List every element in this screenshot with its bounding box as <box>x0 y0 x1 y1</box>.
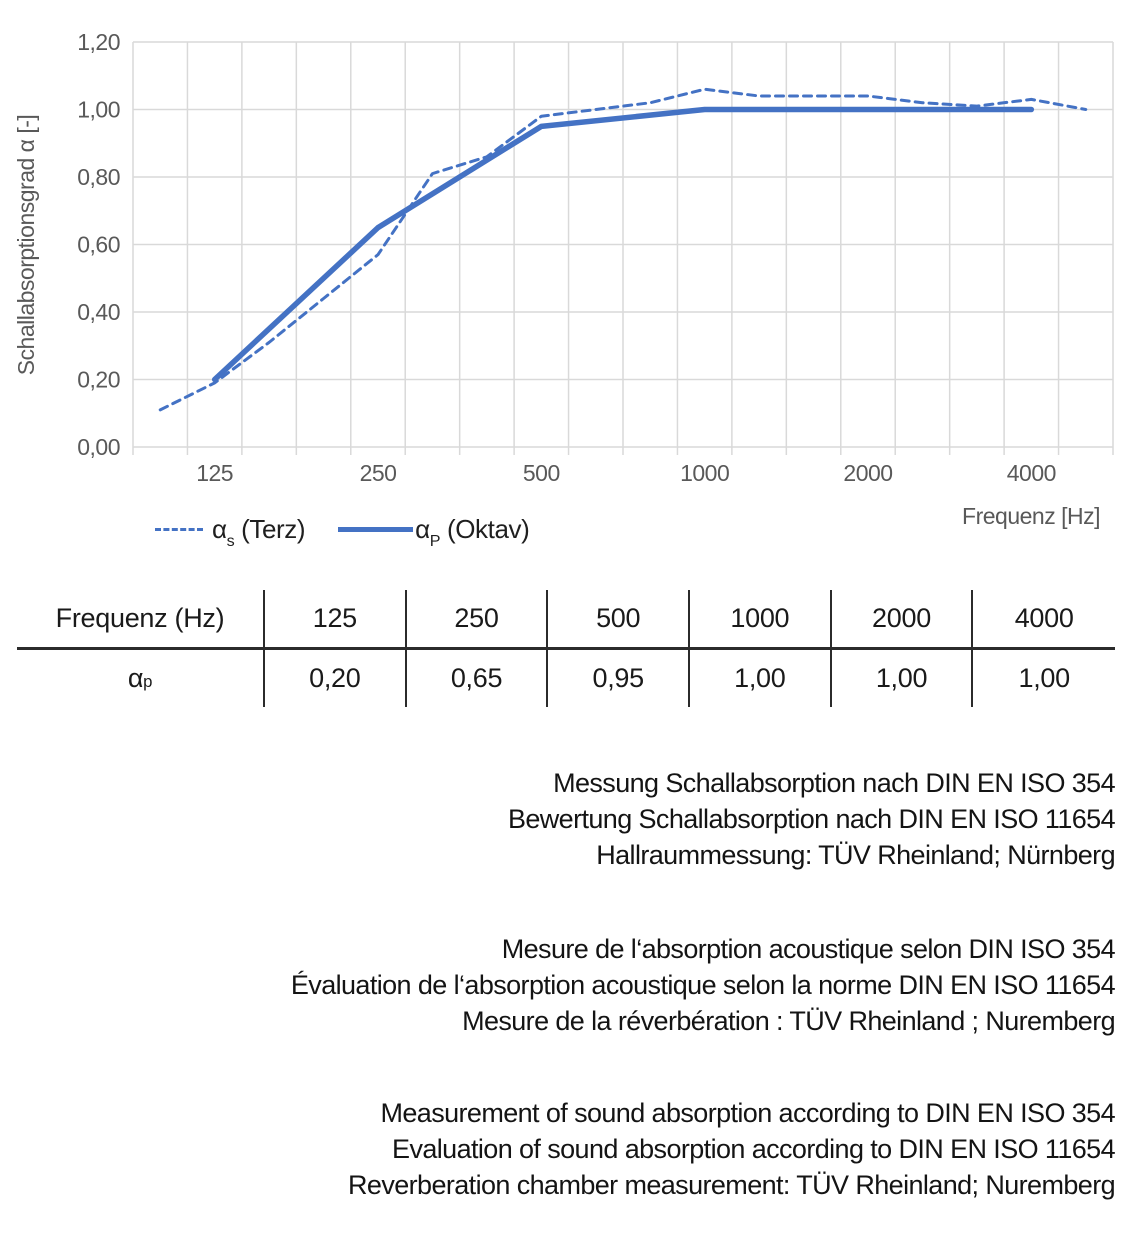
chart-legend <box>155 512 530 551</box>
legend-item-terz <box>155 513 306 551</box>
note-line: Reverberation chamber measurement: TÜV Rheinland; Nuremberg <box>348 1170 1115 1200</box>
note-line: Messung Schallabsorption nach DIN EN ISO 354 <box>553 768 1115 798</box>
solid-line-sample <box>338 527 413 532</box>
note-german <box>0 765 1115 873</box>
note-english <box>0 1095 1115 1203</box>
table-header-4000: 4000 <box>973 590 1115 650</box>
table-value-125: 0,20 <box>265 650 407 707</box>
legend-label-oktav: $\alpha_P$ (Oktav) <box>415 513 530 551</box>
y-tick-labels <box>77 29 120 460</box>
gridlines <box>133 42 1113 455</box>
table-header-500: 500 <box>548 590 690 650</box>
table-value-500: 0,95 <box>548 650 690 707</box>
legend-item-oktav <box>338 513 530 551</box>
absorption-chart <box>0 0 1135 560</box>
table-header-1000: 1000 <box>690 590 832 650</box>
note-line: Measurement of sound absorption according to DIN EN ISO 354 <box>380 1098 1115 1128</box>
y-tick-label: 0,40 <box>77 299 120 325</box>
y-tick-label: 0,80 <box>77 164 120 190</box>
note-line: Evaluation of sound absorption according to DIN EN ISO 11654 <box>392 1134 1115 1164</box>
table-header-frequency: Frequenz (Hz) <box>17 590 265 650</box>
y-tick-label: 0,00 <box>77 434 120 460</box>
y-axis-title: Schallabsorptionsgrad α [-] <box>13 114 39 376</box>
x-tick-labels <box>196 460 1056 486</box>
x-tick-label: 125 <box>196 460 234 486</box>
note-line: Mesure de la réverbération : TÜV Rheinland ; Nuremberg <box>462 1006 1115 1036</box>
table-value-2000: 1,00 <box>832 650 974 707</box>
x-tick-label: 250 <box>359 460 397 486</box>
dashed-line-sample <box>155 528 203 531</box>
y-tick-label: 0,60 <box>77 231 120 258</box>
x-tick-label: 4000 <box>1006 460 1056 486</box>
y-tick-label: 1,00 <box>77 96 120 123</box>
table-header-250: 250 <box>407 590 549 650</box>
table-value-1000: 1,00 <box>690 650 832 707</box>
x-axis-title: Frequenz [Hz] <box>962 503 1100 529</box>
absorption-chart-svg <box>0 0 1135 560</box>
note-line: Bewertung Schallabsorption nach DIN EN ISO 11654 <box>507 804 1115 834</box>
x-tick-label: 1000 <box>680 460 730 486</box>
x-tick-label: 2000 <box>843 460 893 486</box>
y-tick-label: 1,20 <box>77 29 120 55</box>
table-header-125: 125 <box>265 590 407 650</box>
x-tick-label: 500 <box>522 460 560 486</box>
note-line: Mesure de l‘absorption acoustique selon DIN ISO 354 <box>501 934 1115 964</box>
table-value-250: 0,65 <box>407 650 549 707</box>
note-french <box>0 931 1115 1039</box>
note-line: Évaluation de l‘absorption acoustique selon la norme DIN EN ISO 11654 <box>290 970 1115 1000</box>
table-value-4000: 1,00 <box>1018 663 1070 693</box>
table-header-2000: 2000 <box>832 590 974 650</box>
y-tick-label: 0,20 <box>77 366 120 393</box>
note-line: Hallraummessung: TÜV Rheinland; Nürnberg <box>596 840 1115 870</box>
table-row-label-alpha-p: α $_p$ <box>17 650 265 707</box>
alpha-p-table <box>17 590 1115 707</box>
legend-label-terz: $\alpha_s$ (Terz) <box>212 513 306 551</box>
